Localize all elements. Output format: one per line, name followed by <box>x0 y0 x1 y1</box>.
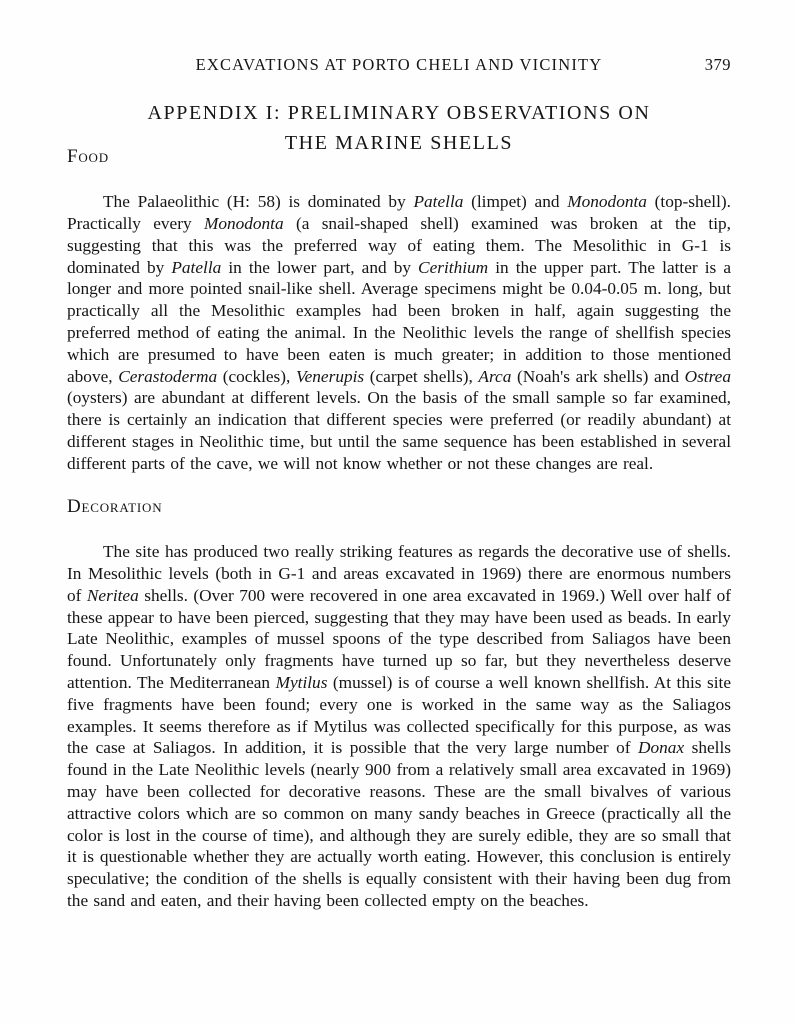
appendix-title-line1: APPENDIX I: PRELIMINARY OBSERVATIONS ON <box>147 102 651 124</box>
section-heading-food: Food <box>67 146 109 167</box>
page-number: 379 <box>704 55 731 74</box>
decoration-paragraph: The site has produced two really striking features as regards the decorative use of shells. In Mesolithic levels (both in G-1 and areas excavated in 1969) there are enormous numbers of Neritea shells. (Over 700 were recovered in one area excavated in 1969.) Well over half of these appear to have been pierced, suggesting that they may have been used as beads. In early Late Neolithic, examples of mussel spoons of the type described from Saliagos have been found. Unfortunately only fragments have turned up so far, but they nevertheless deserve attention. The Mediterranean Mytilus (mussel) is of course a well known shellfish. At this site five fragments have been found; every one is worked in the same way as the Saliagos examples. It seems therefore as if Mytilus was collected specifically for this purpose, as was the case at Saliagos. In addition, it is possible that the very large number of Donax shells found in the Late Neolithic levels (nearly 900 from a relatively small area excavated in 1969) may have been collected for decorative reasons. These are the small bivalves of various attractive colors which are so common on many sandy beaches in Greece (practically all the color is lost in the course of time), and although they are surely edible, they are so small that it is questionable whether they are actually worth eating. However, this conclusion is entirely speculative; the condition of the shells is equally consistent with their having been dug from the sand and eaten, and their having been collected empty on the beaches. <box>67 542 732 911</box>
section-heading-decoration: Decoration <box>67 496 163 517</box>
running-head-title: EXCAVATIONS AT PORTO CHELI AND VICINITY <box>195 55 603 74</box>
food-paragraph: The Palaeolithic (H: 58) is dominated by Patella (limpet) and Monodonta (top-shell). Practically every Monodonta (a snail-shaped shell) examined was broken at the tip, suggesting that this was the preferred way of eating them. The Mesolithic in G-1 is dominated by Patella in the lower part, and by Cerithium in the upper part. The latter is a longer and more pointed snail-like shell. Average specimens might be 0.04-0.05 m. long, but practically all the Mesolithic examples had been broken in half, again suggesting the preferred method of eating the animal. In the Neolithic levels the range of shellfish species which are presumed to have been eaten is much greater; in addition to those mentioned above, Cerastoderma (cockles), Venerupis (carpet shells), Arca (Noah's ark shells) and Ostrea (oysters) are abundant at different levels. On the basis of the small sample so far examined, there is certainly an indication that different species were preferred (or readily abundant) at different stages in Neolithic time, but until the same sequence has been established in several different parts of the cave, we will not know whether or not these changes are real. <box>67 192 731 473</box>
appendix-title-line2: THE MARINE SHELLS <box>284 131 514 154</box>
running-head <box>67 55 731 75</box>
